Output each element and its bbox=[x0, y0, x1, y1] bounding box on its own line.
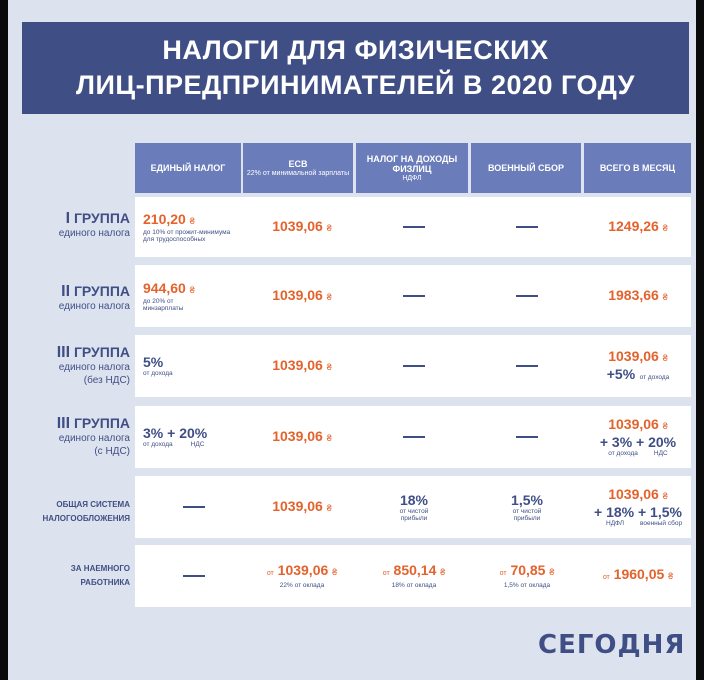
table-row bbox=[135, 197, 691, 257]
note-a: от дохода bbox=[608, 450, 638, 458]
currency-sign: ₴ bbox=[440, 567, 446, 578]
group-number: III bbox=[56, 344, 71, 361]
header-sub: НДФЛ bbox=[402, 174, 422, 182]
note: от чистой прибыли bbox=[399, 507, 429, 522]
total-extra: + 18% + 1,5% bbox=[594, 504, 682, 521]
group-sub: единого налога bbox=[58, 228, 130, 239]
row-label-group-1 bbox=[22, 210, 130, 240]
group-word: ГРУППА bbox=[73, 415, 130, 431]
group-number: I bbox=[65, 210, 71, 227]
group-word: ГРУППА bbox=[73, 283, 130, 299]
value: 1960,05 bbox=[613, 566, 665, 582]
cell-military bbox=[471, 335, 583, 397]
value: 1039,06 bbox=[277, 562, 329, 579]
cell-ndfl bbox=[359, 197, 469, 257]
cell-esv bbox=[247, 406, 357, 468]
cell-total bbox=[585, 197, 691, 257]
segodnya-logo: СЕГОДНЯ bbox=[538, 630, 686, 660]
dash-mark bbox=[403, 365, 425, 367]
note: от чистой прибыли bbox=[512, 507, 542, 522]
cell-single-tax bbox=[143, 476, 245, 538]
value: 944,60 bbox=[143, 279, 186, 296]
header-total bbox=[584, 143, 691, 193]
value: 70,85 bbox=[510, 562, 546, 579]
dash-mark bbox=[516, 226, 538, 228]
cell-military bbox=[471, 545, 583, 607]
value: 18% bbox=[399, 491, 429, 508]
currency-sign: ₴ bbox=[662, 353, 668, 363]
value bbox=[183, 506, 205, 508]
row-label-employee bbox=[22, 562, 130, 590]
currency-sign: ₴ bbox=[326, 292, 332, 302]
header-esv bbox=[243, 143, 353, 193]
cell-total bbox=[585, 265, 691, 327]
value-b: 20% bbox=[179, 425, 208, 442]
cell-ndfl bbox=[359, 335, 469, 397]
value: 1983,66 bbox=[608, 287, 659, 303]
value-a: 3% bbox=[143, 425, 164, 442]
currency-sign: ₴ bbox=[326, 362, 332, 372]
currency-sign: ₴ bbox=[326, 223, 332, 233]
value bbox=[403, 365, 425, 367]
cell-single-tax bbox=[143, 335, 245, 397]
value bbox=[403, 295, 425, 297]
from-prefix: от bbox=[266, 570, 274, 578]
cell-total bbox=[585, 545, 691, 607]
value bbox=[403, 226, 425, 228]
value: 1039,06 bbox=[608, 348, 659, 364]
value: 1,5% bbox=[511, 491, 543, 508]
table-row bbox=[135, 335, 691, 397]
currency-sign: ₴ bbox=[326, 503, 332, 513]
note-a: от дохода bbox=[143, 441, 173, 449]
table-row bbox=[135, 545, 691, 607]
note: до 20% от минзарплаты bbox=[143, 297, 184, 312]
note-b: НДС bbox=[190, 441, 205, 449]
row-label-text: ЗА НАЕМНОГО РАБОТНИКА bbox=[70, 564, 130, 587]
currency-sign: ₴ bbox=[549, 567, 555, 578]
cell-total bbox=[585, 476, 691, 538]
value: 1039,06 bbox=[272, 287, 323, 303]
value bbox=[403, 436, 425, 438]
note: 18% от оклада bbox=[391, 582, 437, 590]
header-military bbox=[471, 143, 581, 193]
value: 1039,06 bbox=[272, 498, 323, 514]
header-label: ВСЕГО В МЕСЯЦ bbox=[599, 163, 676, 173]
cell-ndfl bbox=[359, 406, 469, 468]
note: 1,5% от оклада bbox=[503, 582, 551, 590]
dash-mark bbox=[403, 295, 425, 297]
cell-esv bbox=[247, 197, 357, 257]
group-number: III bbox=[56, 415, 71, 432]
currency-sign: ₴ bbox=[662, 421, 668, 432]
value bbox=[516, 226, 538, 228]
currency-sign: ₴ bbox=[662, 223, 668, 233]
plus: + bbox=[167, 425, 176, 442]
value bbox=[516, 436, 538, 438]
cell-single-tax bbox=[143, 197, 245, 257]
note: 22% от оклада bbox=[279, 582, 325, 590]
group-sub-2: (с НДС) bbox=[94, 446, 130, 457]
value: 5% bbox=[143, 354, 164, 371]
table-row bbox=[135, 406, 691, 468]
cell-total bbox=[585, 406, 691, 468]
cell-ndfl bbox=[359, 545, 469, 607]
cell-military bbox=[471, 406, 583, 468]
header-label: ЕДИНЫЙ НАЛОГ bbox=[150, 163, 226, 173]
cell-ndfl bbox=[359, 265, 469, 327]
title-banner bbox=[22, 22, 689, 114]
dash-mark bbox=[516, 436, 538, 438]
row-label-group-2 bbox=[22, 283, 130, 313]
table-row bbox=[135, 265, 691, 327]
cell-single-tax bbox=[143, 406, 245, 468]
cell-military bbox=[471, 197, 583, 257]
cell-military bbox=[471, 476, 583, 538]
table-row bbox=[135, 476, 691, 538]
cell-single-tax bbox=[143, 545, 245, 607]
from-prefix: от bbox=[602, 574, 610, 581]
row-label-group-3-vat bbox=[22, 415, 130, 458]
value bbox=[516, 365, 538, 367]
value: 1039,06 bbox=[272, 428, 323, 444]
header-ndfl bbox=[356, 143, 468, 193]
group-sub: единого налога bbox=[58, 433, 130, 444]
cell-military bbox=[471, 265, 583, 327]
value: 1039,06 bbox=[272, 357, 323, 373]
row-label-group-3 bbox=[22, 344, 130, 387]
currency-sign: ₴ bbox=[662, 491, 668, 502]
header-sub: 22% от минимальной зарплаты bbox=[246, 169, 350, 177]
note: от дохода bbox=[639, 374, 670, 381]
currency-sign: ₴ bbox=[662, 292, 668, 302]
dash-mark bbox=[183, 506, 205, 508]
row-label-text: ОБЩАЯ СИСТЕМА НАЛОГООБЛОЖЕНИЯ bbox=[42, 500, 130, 523]
cell-esv bbox=[247, 335, 357, 397]
value: 1039,06 bbox=[608, 416, 659, 433]
note-a: НДФЛ bbox=[606, 520, 624, 528]
group-number: II bbox=[61, 283, 71, 300]
from-prefix: от bbox=[499, 570, 507, 578]
group-word: ГРУППА bbox=[73, 344, 130, 360]
currency-sign: ₴ bbox=[189, 215, 195, 226]
group-sub-2: (без НДС) bbox=[83, 375, 130, 386]
group-sub: единого налога bbox=[58, 362, 130, 373]
cell-single-tax bbox=[143, 265, 245, 327]
note-b: военный сбор bbox=[639, 520, 683, 528]
value bbox=[516, 295, 538, 297]
cell-total bbox=[585, 335, 691, 397]
title-line-2: ЛИЦ-ПРЕДПРИНИМАТЕЛЕЙ В 2020 ГОДУ bbox=[76, 70, 635, 100]
note-b: НДС bbox=[653, 450, 668, 458]
dash-mark bbox=[516, 295, 538, 297]
value: 1249,26 bbox=[608, 218, 659, 234]
value: 850,14 bbox=[393, 562, 437, 579]
note: до 10% от прожит-минимума для трудоспособных bbox=[143, 228, 231, 243]
from-prefix: от bbox=[382, 570, 390, 578]
header-label: НАЛОГ НА ДОХОДЫ ФИЗЛИЦ bbox=[366, 153, 458, 174]
header-label: ЕСВ bbox=[288, 158, 308, 169]
cell-esv bbox=[247, 476, 357, 538]
dash-mark bbox=[403, 226, 425, 228]
currency-sign: ₴ bbox=[332, 567, 338, 578]
value bbox=[183, 575, 205, 577]
currency-sign: ₴ bbox=[189, 284, 195, 295]
header-label: ВОЕННЫЙ СБОР bbox=[487, 163, 565, 173]
note: от дохода bbox=[143, 370, 173, 378]
group-sub: единого налога bbox=[58, 301, 130, 312]
dash-mark bbox=[183, 575, 205, 577]
total-extra: + 3% + 20% bbox=[599, 434, 677, 451]
value: 1039,06 bbox=[608, 486, 659, 503]
value: 1039,06 bbox=[272, 218, 323, 234]
cell-ndfl bbox=[359, 476, 469, 538]
title-line-1: НАЛОГИ ДЛЯ ФИЗИЧЕСКИХ bbox=[162, 35, 549, 65]
dash-mark bbox=[403, 436, 425, 438]
group-word: ГРУППА bbox=[73, 210, 130, 226]
currency-sign: ₴ bbox=[668, 571, 674, 581]
header-single-tax bbox=[135, 143, 241, 193]
cell-esv bbox=[247, 545, 357, 607]
row-label-general-system bbox=[22, 498, 130, 526]
cell-esv bbox=[247, 265, 357, 327]
currency-sign: ₴ bbox=[326, 433, 332, 443]
dash-mark bbox=[516, 365, 538, 367]
value: 210,20 bbox=[143, 210, 186, 227]
total-extra: +5% bbox=[606, 366, 636, 382]
